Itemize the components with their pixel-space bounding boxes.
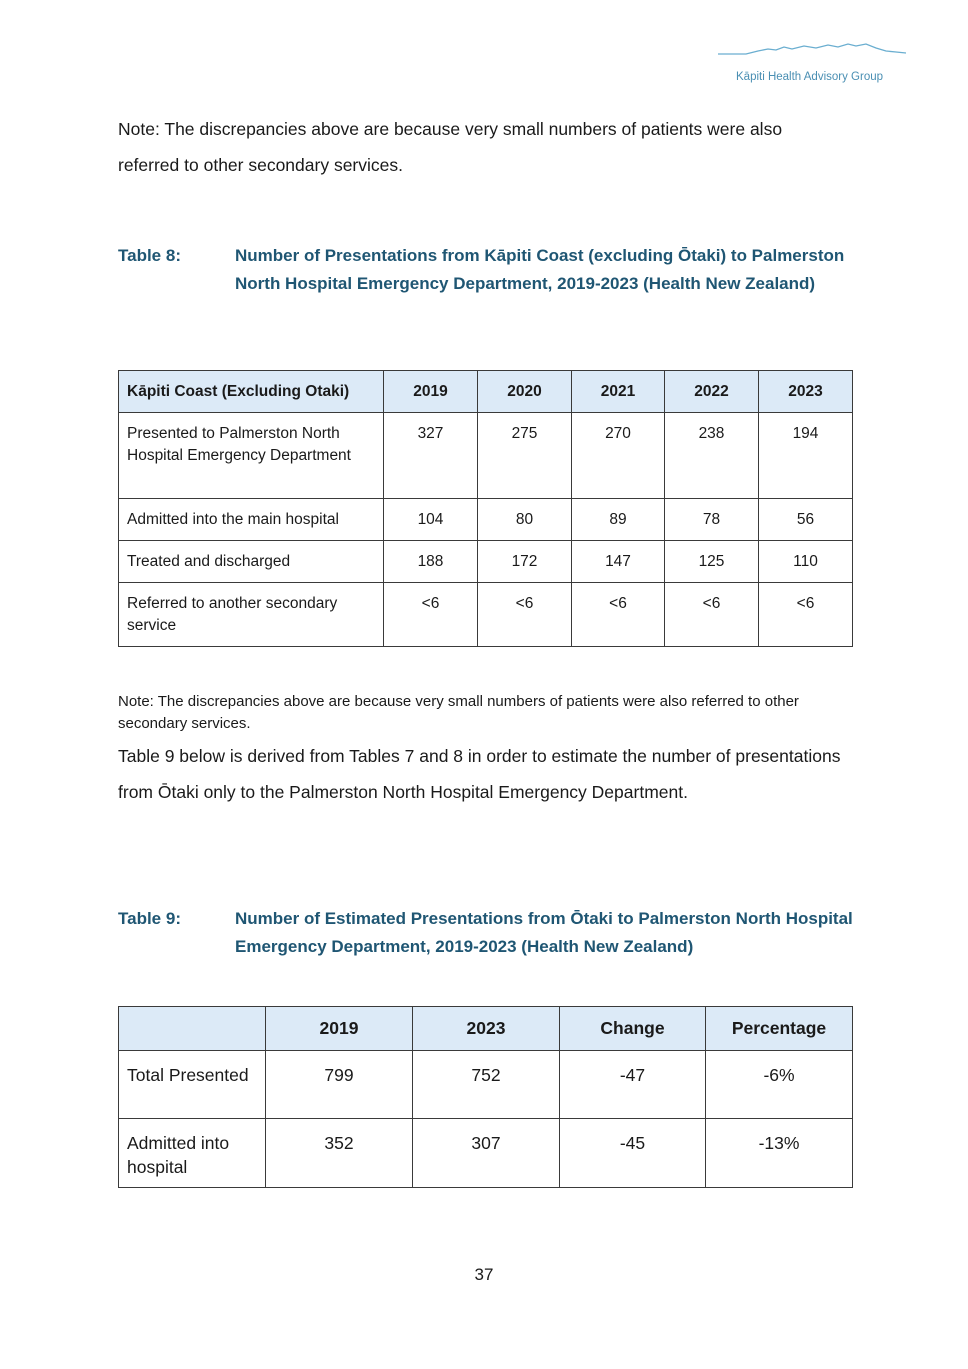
row-label: Total Presented — [119, 1051, 266, 1119]
cell-value: 172 — [478, 541, 572, 583]
row-label: Referred to another secondary service — [119, 583, 384, 647]
table8-header: 2022 — [665, 371, 759, 413]
table9-header: 2019 — [266, 1007, 413, 1051]
table9 — [118, 1006, 853, 1188]
row-label: Admitted into the main hospital — [119, 499, 384, 541]
table8 — [118, 370, 853, 647]
cell-value: 799 — [266, 1051, 413, 1119]
row-label: Treated and discharged — [119, 541, 384, 583]
cell-value: 188 — [384, 541, 478, 583]
table-row — [119, 1051, 853, 1119]
table8-header: 2020 — [478, 371, 572, 413]
table9-title: Number of Estimated Presentations from Ōtaki to Palmerston North Hospital Emergency Department, 2019-2023 (Health New Zealand) — [235, 909, 853, 956]
table-row — [119, 1119, 853, 1188]
cell-value: 307 — [413, 1119, 560, 1188]
table8-header-row — [119, 371, 853, 413]
note-top: Note: The discrepancies above are because very small numbers of patients were also referred to other secondary services. — [118, 119, 783, 175]
table9-header: 2023 — [413, 1007, 560, 1051]
cell-value: 104 — [384, 499, 478, 541]
cell-value: 125 — [665, 541, 759, 583]
cell-value: -13% — [706, 1119, 853, 1188]
cell-value: 147 — [572, 541, 665, 583]
row-label: Presented to Palmerston North Hospital Emergency Department — [119, 413, 384, 499]
table8-header: 2023 — [759, 371, 853, 413]
note-table8: Note: The discrepancies above are because very small numbers of patients were also referred to other secondary services. — [118, 693, 799, 732]
cell-value: 238 — [665, 413, 759, 499]
table-row — [119, 413, 853, 499]
table8-label: Table 8: — [118, 246, 181, 265]
table9-header: Percentage — [706, 1007, 853, 1051]
table-row — [119, 499, 853, 541]
cell-value: 327 — [384, 413, 478, 499]
table8-title: Number of Presentations from Kāpiti Coast (excluding Ōtaki) to Palmerston North Hospital Emergency Department, 2019-2023 (Health New Zealand) — [235, 246, 845, 293]
mountain-line-icon — [716, 38, 908, 62]
cell-value: <6 — [572, 583, 665, 647]
header-logo — [716, 38, 908, 90]
table8-header: 2019 — [384, 371, 478, 413]
cell-value: 352 — [266, 1119, 413, 1188]
cell-value: -6% — [706, 1051, 853, 1119]
cell-value: 56 — [759, 499, 853, 541]
cell-value: <6 — [759, 583, 853, 647]
cell-value: 270 — [572, 413, 665, 499]
table9-header — [119, 1007, 266, 1051]
table-row — [119, 583, 853, 647]
cell-value: <6 — [384, 583, 478, 647]
page-number: 37 — [474, 1265, 494, 1284]
cell-value: 275 — [478, 413, 572, 499]
table8-header: 2021 — [572, 371, 665, 413]
cell-value: -47 — [560, 1051, 706, 1119]
logo-text: Kāpiti Health Advisory Group — [736, 71, 884, 83]
paragraph-table9-intro: Table 9 below is derived from Tables 7 and 8 in order to estimate the number of presentations from Ōtaki only to the Palmerston North Hospital Emergency Department. — [118, 746, 841, 802]
cell-value: 752 — [413, 1051, 560, 1119]
table8-header: Kāpiti Coast (Excluding Otaki) — [119, 371, 384, 413]
cell-value: 110 — [759, 541, 853, 583]
cell-value: 78 — [665, 499, 759, 541]
table9-header-row — [119, 1007, 853, 1051]
table9-header: Change — [560, 1007, 706, 1051]
cell-value: 80 — [478, 499, 572, 541]
cell-value: 89 — [572, 499, 665, 541]
cell-value: <6 — [665, 583, 759, 647]
table-row — [119, 541, 853, 583]
row-label: Admitted into hospital — [119, 1119, 266, 1188]
cell-value: <6 — [478, 583, 572, 647]
cell-value: 194 — [759, 413, 853, 499]
cell-value: -45 — [560, 1119, 706, 1188]
table9-label: Table 9: — [118, 909, 181, 928]
